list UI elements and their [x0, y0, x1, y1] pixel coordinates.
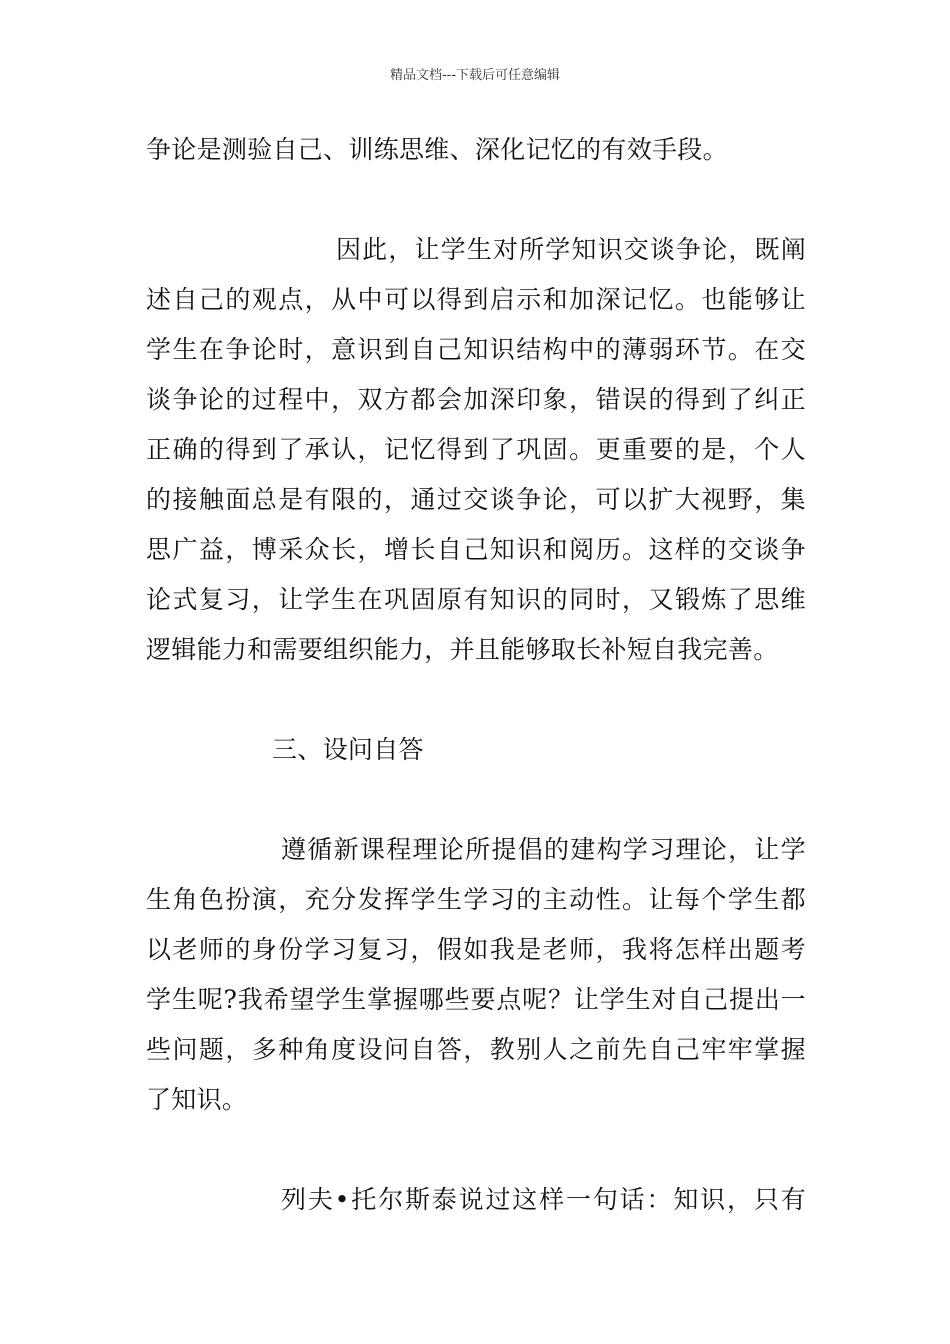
paragraph-first-line: 因此，让学生对所学知识交谈争论，既阐 — [336, 235, 806, 264]
text-line: 生角色扮演，充分发挥学生学习的主动性。让每个学生都 — [146, 885, 806, 914]
text-line: 正确的得到了承认，记忆得到了巩固。更重要的是，个人 — [146, 435, 806, 464]
text-line: 以老师的身份学习复习，假如我是老师，我将怎样出题考 — [146, 935, 806, 964]
text-line: 了知识。 — [146, 1085, 248, 1114]
text-line: 争论是测验自己、训练思维、深化记忆的有效手段。 — [146, 135, 728, 164]
text-line: 的接触面总是有限的，通过交谈争论，可以扩大视野，集 — [146, 485, 806, 514]
paragraph-first-line: 列夫•托尔斯泰说过这样一句话：知识，只有 — [281, 1185, 806, 1214]
text-line: 思广益，博采众长，增长自己知识和阅历。这样的交谈争 — [146, 535, 806, 564]
paragraph-first-line: 遵循新课程理论所提倡的建构学习理论，让学 — [281, 835, 806, 864]
section-heading: 三、设问自答 — [272, 735, 424, 764]
text-line: 学生呢?我希望学生掌握哪些要点呢？让学生对自己提出一 — [146, 985, 806, 1014]
page-header: 精品文档---下载后可任意编辑 — [389, 68, 561, 83]
text-line: 论式复习，让学生在巩固原有知识的同时，又锻炼了思维 — [146, 585, 806, 614]
text-line: 学生在争论时，意识到自己知识结构中的薄弱环节。在交 — [146, 335, 806, 364]
text-line: 逻辑能力和需要组织能力，并且能够取长补短自我完善。 — [146, 635, 779, 664]
text-line: 述自己的观点，从中可以得到启示和加深记忆。也能够让 — [146, 285, 806, 314]
text-line: 谈争论的过程中，双方都会加深印象，错误的得到了纠正 — [146, 385, 806, 414]
text-line: 些问题，多种角度设问自答，教别人之前先自己牢牢掌握 — [146, 1035, 806, 1064]
